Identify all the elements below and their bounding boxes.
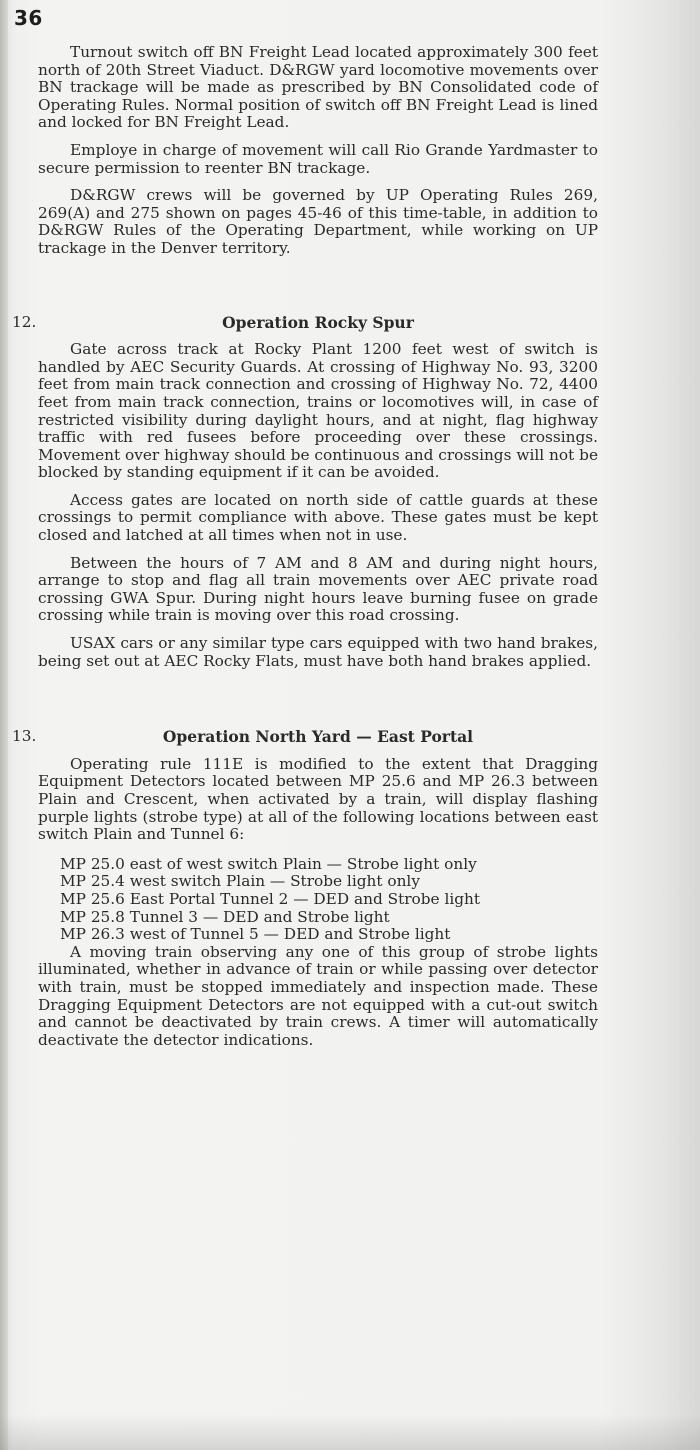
intro-paragraph-1: Turnout switch off BN Freight Lead located approximately 300 feet north of 20th Street Viaduct. D&RGW yard locomotive movements over BN trackage will be made as prescribed by BN Consolidated code of Operating Rules. Normal position of switch off BN Freight Lead is lined and locked for BN Freight Lead. [38,43,598,132]
section-paragraph: Access gates are located on north side of cattle guards at these crossings to permit compliance with above. These gates must be kept closed and latched at all times when not in use. [38,490,598,545]
section-paragraph: Gate across track at Rocky Plant 1200 feet west of switch is handled by AEC Security Guards. At crossing of Highway No. 93, 3200 feet from main track connection and crossing of Highway No. 72, 4400 feet from main track connection, trains or locomotives will, in case of restricted visibility during daylight hours, and at night, flag highway traffic with red fusees before proceeding over these crossings. Movement over highway should be continuous and crossings will not be blocked by standing equipment if it can be avoided. [38,340,598,482]
page-bottom-shadow [0,1414,700,1450]
section-title: Operation Rocky Spur [222,312,414,332]
section-number: 13. [12,727,37,746]
section-12 [12,312,598,671]
section-title: Operation North Yard — East Portal [162,727,474,747]
list-item: MP 25.0 east of west switch Plain — Strobe light only [60,854,477,873]
section-paragraph: Operating rule 111E is modified to the extent that Dragging Equipment Detectors located between MP 25.6 and MP 26.3 between Plain and Crescent, when activated by a train, will display flashing purple lights (strobe type) at all of the following locations between east switch Plain and Tunnel 6: [38,754,598,844]
location-list [60,856,598,944]
section-13 [12,727,598,1049]
section-number: 12. [12,312,37,331]
section-paragraph: A moving train observing any one of this group of strobe lights illuminated, whether in advance of train or while passing over detector with train, must be stopped immediately and inspection made. These Dragging Equipment Detectors are not equipped with a cut-out switch and cannot be deactivated by train crews. A timer will automatically deactivate the detector indications. [38,942,598,1049]
list-item: MP 25.6 East Portal Tunnel 2 — DED and Strobe light [60,889,481,908]
list-item: MP 25.4 west switch Plain — Strobe light only [60,872,420,891]
page-number: 36 [14,6,43,30]
page-spine-shadow [0,0,8,1450]
page-content [12,43,598,1059]
section-paragraph: Between the hours of 7 AM and 8 AM and during night hours, arrange to stop and flag all train movements over AEC private road crossing GWA Spur. During night hours leave burning fusee on grade crossing while train is moving over this road crossing. [38,553,598,625]
list-item: MP 25.8 Tunnel 3 — DED and Strobe light [60,907,390,926]
list-item: MP 26.3 west of Tunnel 5 — DED and Strobe light [60,925,451,944]
section-paragraph: USAX cars or any similar type cars equipped with two hand brakes, being set out at AEC Rocky Flats, must have both hand brakes applied. [38,634,598,670]
intro-paragraph-3: D&RGW crews will be governed by UP Operating Rules 269, 269(A) and 275 shown on pages 45-46 of this time-table, in addition to D&RGW Rules of the Operating Department, while working on UP trackage in the Denver territory. [38,186,598,257]
intro-paragraph-2: Employe in charge of movement will call Rio Grande Yardmaster to secure permission to reenter BN trackage. [38,140,598,177]
